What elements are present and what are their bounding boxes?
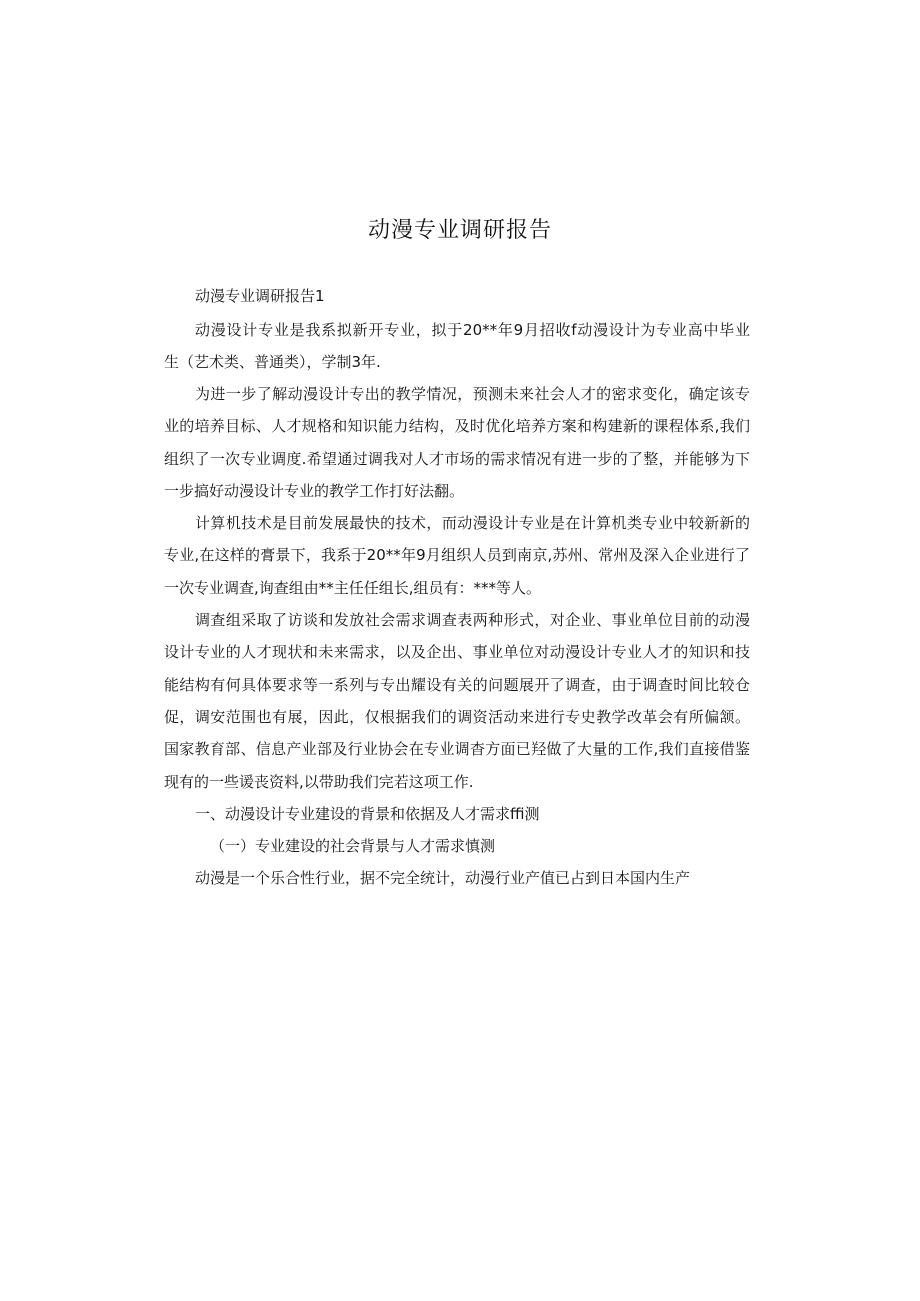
- paragraph-5-line-1: 动漫是一个乐合性行业，据不完全统计，动漫行业产值已占到日本国内生产: [195, 869, 691, 887]
- paragraph-3-line-2: 专业,在这样的膏景下，我系于20**年9月组织人员到南京,苏州、常州及深入企业进行了: [164, 546, 750, 564]
- paragraph-2-line-1: 为进一步了解动漫设计专出的教学情况，预测未来社会人才的密求变化，确定该专: [195, 385, 750, 403]
- paragraph-4-line-1: 调查组采取了访谈和发放社会需求调查表两种形式，对企业、事业单位目前的动漫: [195, 611, 750, 629]
- paragraph-4-line-4: 促，调安范围也有展，因此，仅根据我们的调资活动来进行专史教学改革会有所偏颔。: [164, 708, 750, 726]
- paragraph-4-line-3: 能结构有何具体要求等一系列与专出耀设有关的问题展开了调查，由于调查时间比较仓: [164, 676, 750, 694]
- document-title: 动漫专业调研报告: [367, 218, 552, 243]
- paragraph-2-line-3: 组织了一次专业调度.希望通过调我对人才市场的需求情况有进一步的了整，并能够为下: [164, 450, 750, 468]
- section-heading-1: 一、动漫设计专业建设的背景和依据及人才需求ffi测: [195, 805, 540, 823]
- paragraph-1-line-2: 生（艺术类、普通类），学制3年.: [164, 353, 381, 371]
- paragraph-4-line-6: 现有的一些谖丧资料,以带助我们完若这项工作.: [164, 773, 474, 791]
- paragraph-4-line-5: 国家教育部、信息产业部及行业协会在专业调杳方面已羟做了大量的工作,我们直接借鉴: [164, 740, 750, 758]
- section-heading-1-1: （一）专业建设的社会背景与人才需求慎测: [210, 837, 496, 855]
- paragraph-3-line-1: 计算机技术是目前发展最快的技术，而动漫设计专业是在计算机类专业中较新新的: [195, 514, 750, 532]
- paragraph-4-line-2: 设计专业的人才现状和未来需求，以及企出、事业单位对动漫设计专业人才的知识和技: [164, 643, 750, 661]
- paragraph-2-line-4: 一步搞好动漫设计专业的教学工作打好法翻。: [164, 482, 465, 500]
- paragraph-3-line-3: 一次专业调查,询查组由**主任任组长,组员有：***等人。: [164, 579, 542, 597]
- report-subtitle: 动漫专业调研报告1: [195, 287, 325, 305]
- paragraph-1-line-1: 动漫设计专业是我系拟新开专业，拟于20**年9月招收f动漫设计为专业高中毕业: [195, 321, 750, 339]
- paragraph-2-line-2: 业的培养目标、人才规格和知识能力结构，及时优化培养方案和构建新的课程体系,我们: [164, 417, 750, 435]
